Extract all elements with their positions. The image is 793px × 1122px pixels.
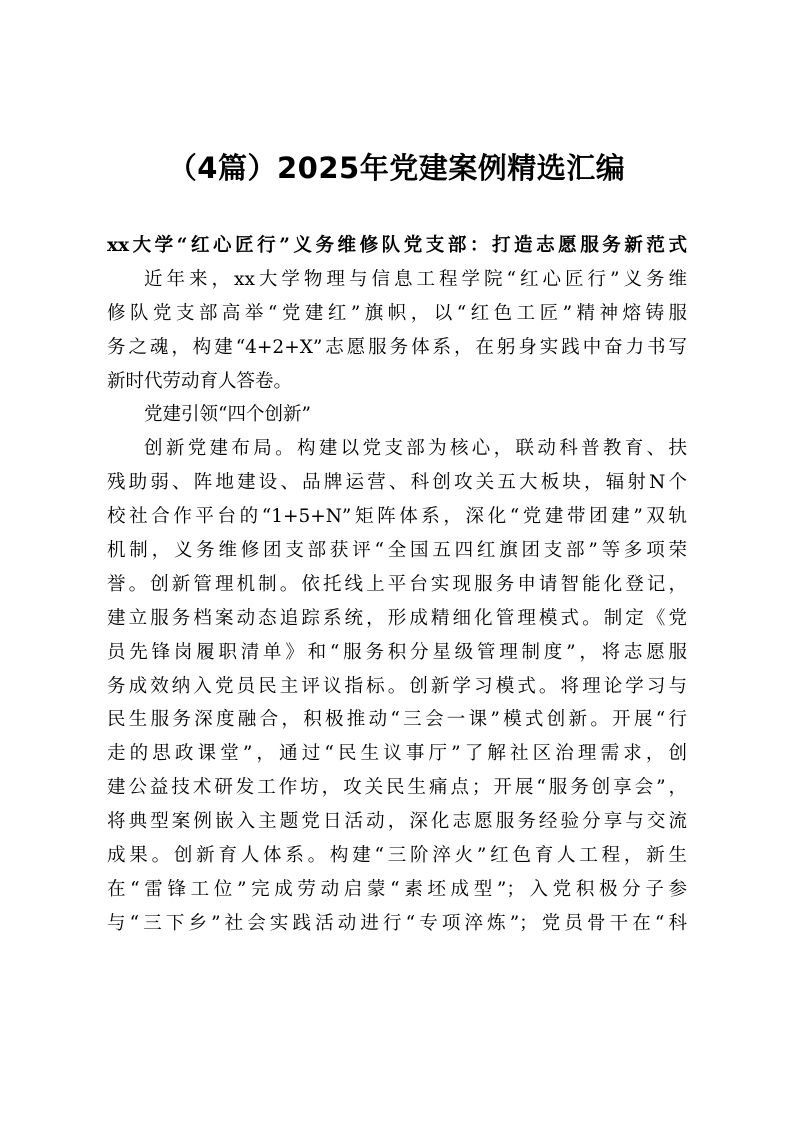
paragraph-line: 与“三下乡”社会实践活动进行“专项淬炼”；党员骨干在“科 [107, 912, 687, 934]
paragraph-line: 员先锋岗履职清单》和“服务积分星级管理制度”，将志愿服 [107, 641, 687, 663]
paragraph-line: 机制，义务维修团支部获评“全国五四红旗团支部”等多项荣 [107, 540, 687, 562]
paragraph-line: 创新党建布局。构建以党支部为核心，联动科普教育、扶 [144, 438, 687, 460]
paragraph-line: 将典型案例嵌入主题党日活动，深化志愿服务经验分享与交流 [107, 811, 687, 833]
paragraph-line: 务成效纳入党员民主评议指标。创新学习模式。将理论学习与 [107, 675, 687, 697]
paragraph-line: 誉。创新管理机制。依托线上平台实现服务申请智能化登记， [107, 573, 687, 595]
paragraph-line: 校社合作平台的“1+5+N”矩阵体系，深化“党建带团建”双轨 [107, 506, 687, 528]
document-body [107, 229, 687, 941]
paragraph-line: 残助弱、阵地建设、品牌运营、科创攻关五大板块，辐射N个 [107, 472, 687, 494]
paragraph-line: 建公益技术研发工作坊，攻关民生痛点；开展“服务创享会”， [107, 777, 687, 799]
paragraph-line: 近年来，xx大学物理与信息工程学院“红心匠行”义务维 [144, 268, 687, 290]
paragraph-line: 修队党支部高举“党建红”旗帜，以“红色工匠”精神熔铸服 [107, 302, 687, 324]
section-heading: xx大学“红心匠行”义务维修队党支部：打造志愿服务新范式 [107, 235, 687, 256]
paragraph-line: 建立服务档案动态追踪系统，形成精细化管理模式。制定《党 [107, 607, 687, 629]
subheading: 党建引领“四个创新” [144, 404, 311, 426]
paragraph-line: 新时代劳动育人答卷。 [107, 370, 293, 392]
paragraph-line: 成果。创新育人体系。构建“三阶淬火”红色育人工程，新生 [107, 845, 687, 867]
paragraph-line: 务之魂，构建“4+2+X”志愿服务体系，在躬身实践中奋力书写 [107, 336, 687, 358]
document-title: （4篇）2025年党建案例精选汇编 [167, 151, 626, 185]
paragraph-line: 走的思政课堂”，通过“民生议事厅”了解社区治理需求，创 [107, 743, 687, 765]
paragraph-line: 在“雷锋工位”完成劳动启蒙“素坯成型”；入党积极分子参 [107, 878, 687, 900]
paragraph-line: 民生服务深度融合，积极推动“三会一课”模式创新。开展“行 [107, 709, 687, 731]
